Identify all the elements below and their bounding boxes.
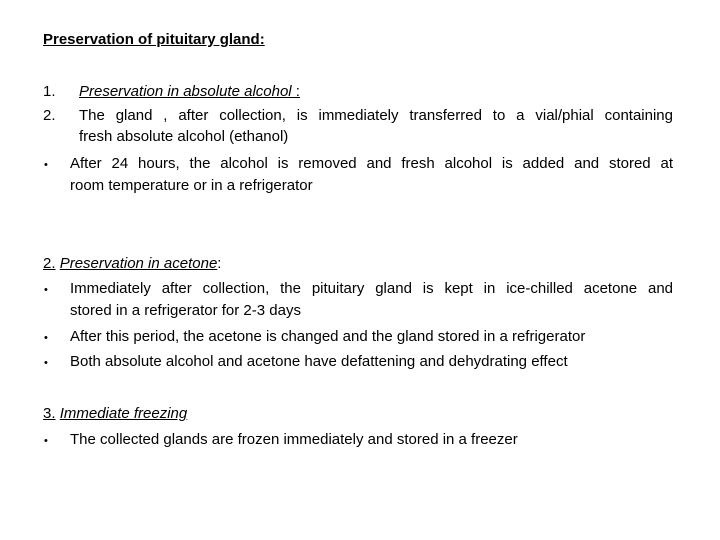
bullet-icon: •	[44, 284, 48, 296]
section3-heading-text: Immediate freezing	[59, 405, 188, 422]
section2-heading	[43, 254, 221, 274]
bullet-icon: •	[44, 435, 48, 447]
title-text: Preservation of pituitary gland:	[43, 31, 265, 48]
section1-item2-line2: fresh absolute alcohol (ethanol)	[79, 128, 289, 145]
section1-bullet-line2: room temperature or in a refrigerator	[70, 177, 313, 194]
section1-item2-line1: The gland , after collection, is immediately transferred to a vial/phial containing	[79, 107, 673, 124]
section2-bullet3: Both absolute alcohol and acetone have defattening and dehydrating effect	[70, 353, 568, 370]
section2-bullet2: After this period, the acetone is changed and the gland stored in a refrigerator	[70, 328, 586, 345]
section2-heading-text: Preservation in acetone	[59, 255, 218, 272]
page-title	[43, 30, 265, 50]
section1-item1-number: 1.	[43, 83, 56, 100]
section1-item1-suffix: :	[291, 83, 300, 100]
section2-number: 2.	[43, 255, 56, 272]
section2-suffix: :	[217, 255, 222, 272]
section1-bullet-line1: After 24 hours, the alcohol is removed and fresh alcohol is added and stored at	[70, 155, 673, 172]
section1-item1	[79, 82, 300, 102]
bullet-icon: •	[44, 159, 48, 171]
section3-heading	[43, 404, 187, 424]
section1-item2-number: 2.	[43, 107, 56, 124]
section2-bullet1-line1: Immediately after collection, the pituitary gland is kept in ice-chilled acetone and	[70, 280, 673, 297]
section2-bullet1-line2: stored in a refrigerator for 2-3 days	[70, 302, 301, 319]
bullet-icon: •	[44, 332, 48, 344]
section1-item1-heading: Preservation in absolute alcohol	[79, 83, 292, 100]
section3-number: 3.	[43, 405, 56, 422]
section3-bullet1: The collected glands are frozen immediately and stored in a freezer	[70, 431, 518, 448]
bullet-icon: •	[44, 357, 48, 369]
